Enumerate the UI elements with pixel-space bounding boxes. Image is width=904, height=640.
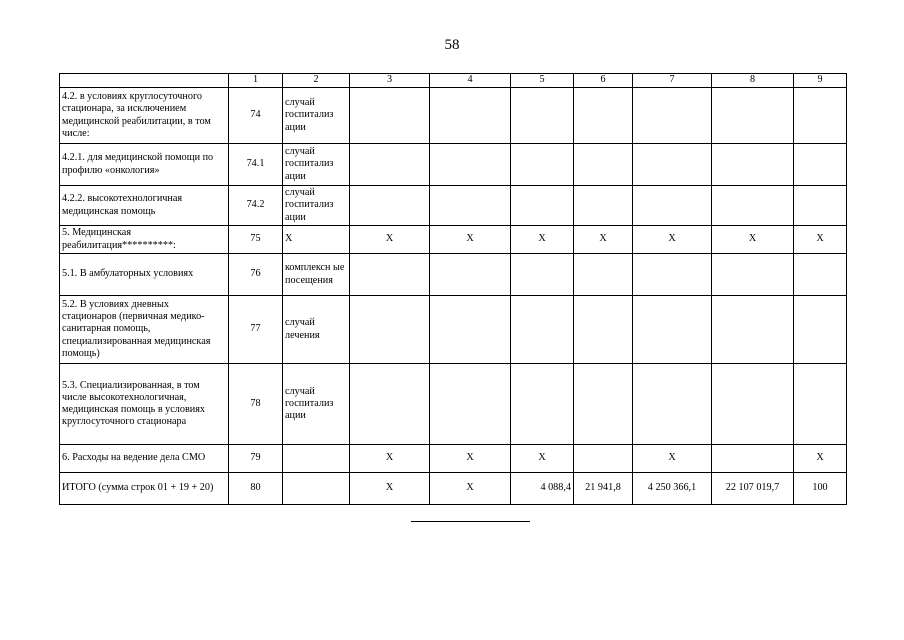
header-cell: 3	[350, 74, 430, 88]
row-code-cell: 76	[229, 254, 283, 296]
value-cell: X	[350, 473, 430, 505]
row-name-cell: 4.2.2. высокотехнологичная медицинская помощь	[60, 186, 229, 226]
unit-cell: случай госпитализ ации	[283, 88, 350, 144]
row-name-cell: ИТОГО (сумма строк 01 + 19 + 20)	[60, 473, 229, 505]
data-table	[59, 73, 847, 505]
unit-cell: X	[283, 226, 350, 254]
unit-cell: случай госпитализ ации	[283, 364, 350, 445]
value-cell	[712, 364, 794, 445]
header-row	[60, 74, 847, 88]
value-cell: 21 941,8	[574, 473, 633, 505]
value-cell	[712, 186, 794, 226]
table-row	[60, 144, 847, 186]
value-cell: X	[350, 445, 430, 473]
value-cell	[712, 144, 794, 186]
row-code-cell: 75	[229, 226, 283, 254]
table-row	[60, 445, 847, 473]
value-cell: X	[511, 445, 574, 473]
table-row-total	[60, 473, 847, 505]
row-code-cell: 77	[229, 296, 283, 364]
value-cell	[633, 254, 712, 296]
value-cell: X	[574, 226, 633, 254]
header-cell: 5	[511, 74, 574, 88]
header-cell: 4	[430, 74, 511, 88]
header-cell: 9	[794, 74, 847, 88]
row-name-cell: 4.2. в условиях круглосуточного стационара, за исключением медицинской реабилитации, в том числе:	[60, 88, 229, 144]
value-cell	[633, 144, 712, 186]
value-cell	[511, 364, 574, 445]
header-cell: 8	[712, 74, 794, 88]
value-cell: 4 088,4	[511, 473, 574, 505]
value-cell	[511, 144, 574, 186]
value-cell: X	[430, 445, 511, 473]
value-cell	[511, 88, 574, 144]
value-cell	[574, 88, 633, 144]
header-cell	[60, 74, 229, 88]
value-cell	[794, 144, 847, 186]
header-cell: 6	[574, 74, 633, 88]
row-name-cell: 5. Медицинская реабилитация**********:	[60, 226, 229, 254]
value-cell	[633, 88, 712, 144]
value-cell	[633, 364, 712, 445]
value-cell: X	[430, 473, 511, 505]
value-cell	[794, 364, 847, 445]
unit-cell: комплексн ые посещения	[283, 254, 350, 296]
table-row	[60, 186, 847, 226]
row-code-cell: 80	[229, 473, 283, 505]
value-cell: X	[794, 226, 847, 254]
value-cell: 100	[794, 473, 847, 505]
unit-cell: случай госпитализ ации	[283, 144, 350, 186]
value-cell	[574, 364, 633, 445]
table-row	[60, 364, 847, 445]
value-cell	[350, 296, 430, 364]
row-name-cell: 6. Расходы на ведение дела СМО	[60, 445, 229, 473]
unit-cell	[283, 445, 350, 473]
value-cell	[511, 296, 574, 364]
value-cell: X	[511, 226, 574, 254]
value-cell	[574, 186, 633, 226]
value-cell	[350, 254, 430, 296]
value-cell	[350, 364, 430, 445]
value-cell	[430, 144, 511, 186]
header-cell: 1	[229, 74, 283, 88]
value-cell	[511, 186, 574, 226]
table-row	[60, 254, 847, 296]
value-cell	[350, 186, 430, 226]
value-cell	[350, 88, 430, 144]
row-name-cell: 5.1. В амбулаторных условиях	[60, 254, 229, 296]
value-cell: X	[350, 226, 430, 254]
value-cell	[712, 296, 794, 364]
value-cell	[794, 186, 847, 226]
table-row	[60, 296, 847, 364]
value-cell	[430, 296, 511, 364]
row-name-cell: 5.2. В условиях дневных стационаров (первичная медико-санитарная помощь, специализированная медицинская помощь)	[60, 296, 229, 364]
unit-cell	[283, 473, 350, 505]
value-cell	[794, 88, 847, 144]
value-cell	[574, 144, 633, 186]
row-code-cell: 79	[229, 445, 283, 473]
value-cell: X	[633, 445, 712, 473]
value-cell: X	[794, 445, 847, 473]
row-name-cell: 5.3. Специализированная, в том числе высокотехнологичная, медицинская помощь в условиях круглосуточного стационара	[60, 364, 229, 445]
value-cell	[574, 445, 633, 473]
row-code-cell: 78	[229, 364, 283, 445]
value-cell	[633, 186, 712, 226]
value-cell: X	[430, 226, 511, 254]
unit-cell: случай лечения	[283, 296, 350, 364]
value-cell: 22 107 019,7	[712, 473, 794, 505]
value-cell	[430, 364, 511, 445]
value-cell	[794, 296, 847, 364]
value-cell	[712, 254, 794, 296]
row-code-cell: 74	[229, 88, 283, 144]
value-cell	[511, 254, 574, 296]
row-code-cell: 74.2	[229, 186, 283, 226]
value-cell	[712, 88, 794, 144]
value-cell: X	[712, 226, 794, 254]
value-cell: 4 250 366,1	[633, 473, 712, 505]
value-cell	[633, 296, 712, 364]
value-cell	[430, 88, 511, 144]
table-row	[60, 88, 847, 144]
page-number: 58	[444, 37, 460, 53]
value-cell	[430, 186, 511, 226]
value-cell: X	[633, 226, 712, 254]
value-cell	[574, 254, 633, 296]
value-cell	[350, 144, 430, 186]
value-cell	[574, 296, 633, 364]
header-cell: 2	[283, 74, 350, 88]
header-cell: 7	[633, 74, 712, 88]
footer-rule	[411, 521, 530, 522]
table-row	[60, 226, 847, 254]
unit-cell: случай госпитализ ации	[283, 186, 350, 226]
row-code-cell: 74.1	[229, 144, 283, 186]
value-cell	[794, 254, 847, 296]
row-name-cell: 4.2.1. для медицинской помощи по профилю «онкология»	[60, 144, 229, 186]
value-cell	[712, 445, 794, 473]
value-cell	[430, 254, 511, 296]
